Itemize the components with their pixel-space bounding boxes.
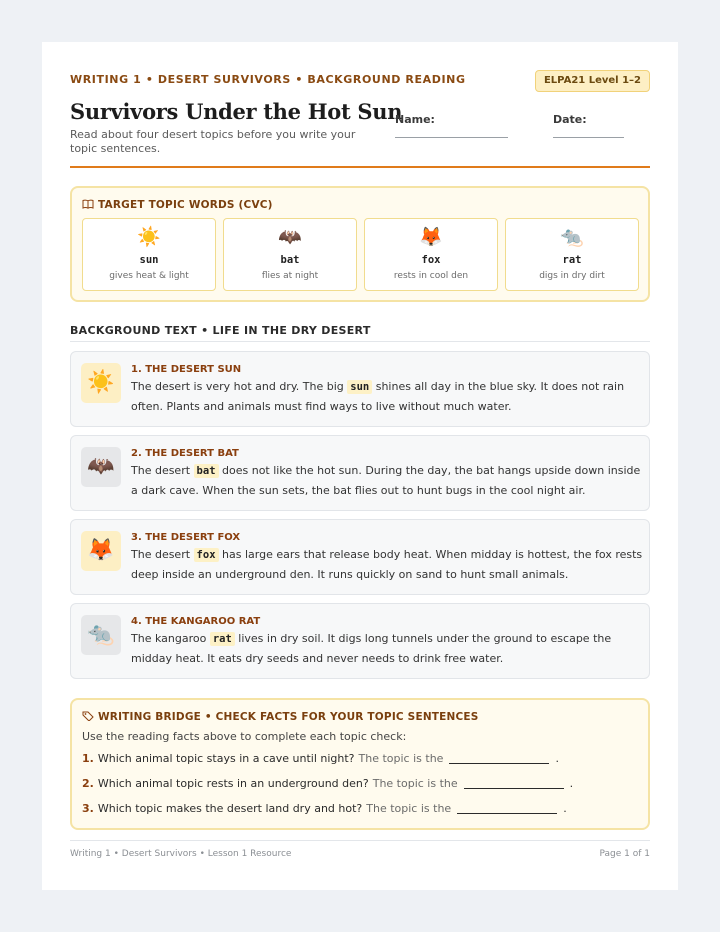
answer-prompt: The topic is the bbox=[372, 777, 458, 790]
topic-body bbox=[131, 377, 643, 417]
fox-icon: 🦊 bbox=[81, 531, 121, 571]
topic-card-sun bbox=[70, 351, 650, 427]
topic-words-heading bbox=[82, 199, 273, 211]
topic-heading: 2. THE DESERT BAT bbox=[131, 448, 239, 459]
kicker: WRITING 1 • DESERT SURVIVORS • BACKGROUND READING bbox=[70, 73, 466, 86]
topic-body bbox=[131, 461, 643, 501]
vocab-gloss: digs in dry dirt bbox=[539, 271, 605, 281]
question-1 bbox=[82, 752, 559, 765]
answer-prompt: The topic is the bbox=[366, 802, 452, 815]
sun-icon: ☀️ bbox=[137, 226, 161, 248]
topic-body bbox=[131, 629, 643, 669]
topic-words-panel bbox=[70, 186, 650, 302]
bat-icon: 🦇 bbox=[278, 226, 302, 248]
sun-icon: ☀️ bbox=[81, 363, 121, 403]
topic-card-rat bbox=[70, 603, 650, 679]
highlighted-word: rat bbox=[210, 632, 235, 646]
question-number: 1. bbox=[82, 752, 94, 765]
vocab-card-fox bbox=[364, 218, 498, 291]
topic-heading: 3. THE DESERT FOX bbox=[131, 532, 241, 543]
topic-card-bat bbox=[70, 435, 650, 511]
question-3 bbox=[82, 802, 567, 815]
answer-period: . bbox=[569, 777, 574, 790]
vocab-word: rat bbox=[562, 254, 582, 266]
answer-blank[interactable] bbox=[457, 813, 557, 814]
topic-text: The kangaroo bbox=[131, 632, 207, 645]
topic-text: The desert bbox=[131, 548, 191, 561]
vocab-card-bat bbox=[223, 218, 357, 291]
page-subtitle: Read about four desert topics before you write your topic sentences. bbox=[70, 128, 356, 155]
topic-heading: 4. THE KANGAROO RAT bbox=[131, 616, 261, 627]
answer-period: . bbox=[555, 752, 559, 765]
question-number: 2. bbox=[82, 777, 94, 790]
topic-heading: 1. THE DESERT SUN bbox=[131, 364, 242, 375]
vocab-word: bat bbox=[280, 254, 300, 266]
highlighted-word: sun bbox=[347, 380, 372, 394]
vocab-gloss: gives heat & light bbox=[109, 271, 189, 281]
level-badge: ELPA21 Level 1–2 bbox=[535, 70, 650, 92]
name-field[interactable] bbox=[395, 137, 508, 138]
vocab-card-rat bbox=[505, 218, 639, 291]
highlighted-word: fox bbox=[194, 548, 219, 562]
answer-prompt: The topic is the bbox=[358, 752, 444, 765]
topic-text: lives in dry soil. It digs long tunnels under the ground to escape the midday heat. It eats dry seeds and never needs to drink free water. bbox=[131, 632, 612, 665]
question-text: Which animal topic rests in an underground den? bbox=[97, 777, 369, 790]
rat-icon: 🐀 bbox=[81, 615, 121, 655]
highlighted-word: bat bbox=[194, 464, 219, 478]
vocab-word: sun bbox=[139, 254, 159, 266]
answer-period: . bbox=[563, 802, 567, 815]
topic-card-fox bbox=[70, 519, 650, 595]
topic-body bbox=[131, 545, 643, 585]
footer-label: Writing 1 • Desert Survivors • Lesson 1 Resource bbox=[70, 849, 292, 859]
question-text: Which animal topic stays in a cave until night? bbox=[97, 752, 355, 765]
answer-blank[interactable] bbox=[449, 763, 549, 764]
vocab-gloss: flies at night bbox=[261, 271, 319, 281]
rat-icon: 🐀 bbox=[560, 226, 584, 248]
question-2 bbox=[82, 777, 573, 790]
topic-words-heading-text: TARGET TOPIC WORDS (CVC) bbox=[98, 199, 273, 211]
vocab-word: fox bbox=[421, 254, 441, 266]
vocab-card-sun bbox=[82, 218, 216, 291]
bridge-instructions: Use the reading facts above to complete each topic check: bbox=[82, 730, 407, 743]
topic-text: The desert bbox=[131, 464, 191, 477]
question-text: Which topic makes the desert land dry and hot? bbox=[97, 802, 363, 815]
name-label: Name: bbox=[395, 113, 435, 126]
writing-bridge-heading bbox=[82, 711, 479, 723]
header-divider bbox=[70, 166, 650, 168]
topic-text: shines all day in the blue sky. It does not rain often. Plants and animals must find ways to live without much water. bbox=[131, 380, 625, 413]
fox-icon: 🦊 bbox=[419, 226, 443, 248]
date-label: Date: bbox=[553, 113, 587, 126]
tag-icon bbox=[82, 711, 94, 721]
question-number: 3. bbox=[82, 802, 94, 815]
bat-icon: 🦇 bbox=[81, 447, 121, 487]
writing-bridge-panel bbox=[70, 698, 650, 830]
answer-blank[interactable] bbox=[464, 788, 564, 789]
topic-text: The desert is very hot and dry. The big bbox=[131, 380, 344, 393]
vocab-gloss: rests in cool den bbox=[393, 271, 469, 281]
footer-divider bbox=[70, 840, 650, 841]
background-heading: BACKGROUND TEXT • LIFE IN THE DRY DESERT bbox=[70, 324, 371, 337]
page-number: Page 1 of 1 bbox=[599, 849, 650, 859]
background-divider bbox=[70, 341, 650, 342]
worksheet-page bbox=[42, 42, 678, 890]
writing-bridge-heading-text: WRITING BRIDGE • CHECK FACTS FOR YOUR TOPIC SENTENCES bbox=[98, 711, 479, 723]
book-icon bbox=[82, 199, 94, 209]
topic-text: has large ears that release body heat. When midday is hottest, the fox rests deep inside an underground den. It runs quickly on sand to hunt small animals. bbox=[131, 548, 643, 581]
topic-text: does not like the hot sun. During the day, the bat hangs upside down inside a dark cave. When the sun sets, the bat flies out to hunt bugs in the cool night air. bbox=[131, 464, 641, 497]
page-title: Survivors Under the Hot Sun bbox=[70, 99, 403, 124]
date-field[interactable] bbox=[553, 137, 624, 138]
